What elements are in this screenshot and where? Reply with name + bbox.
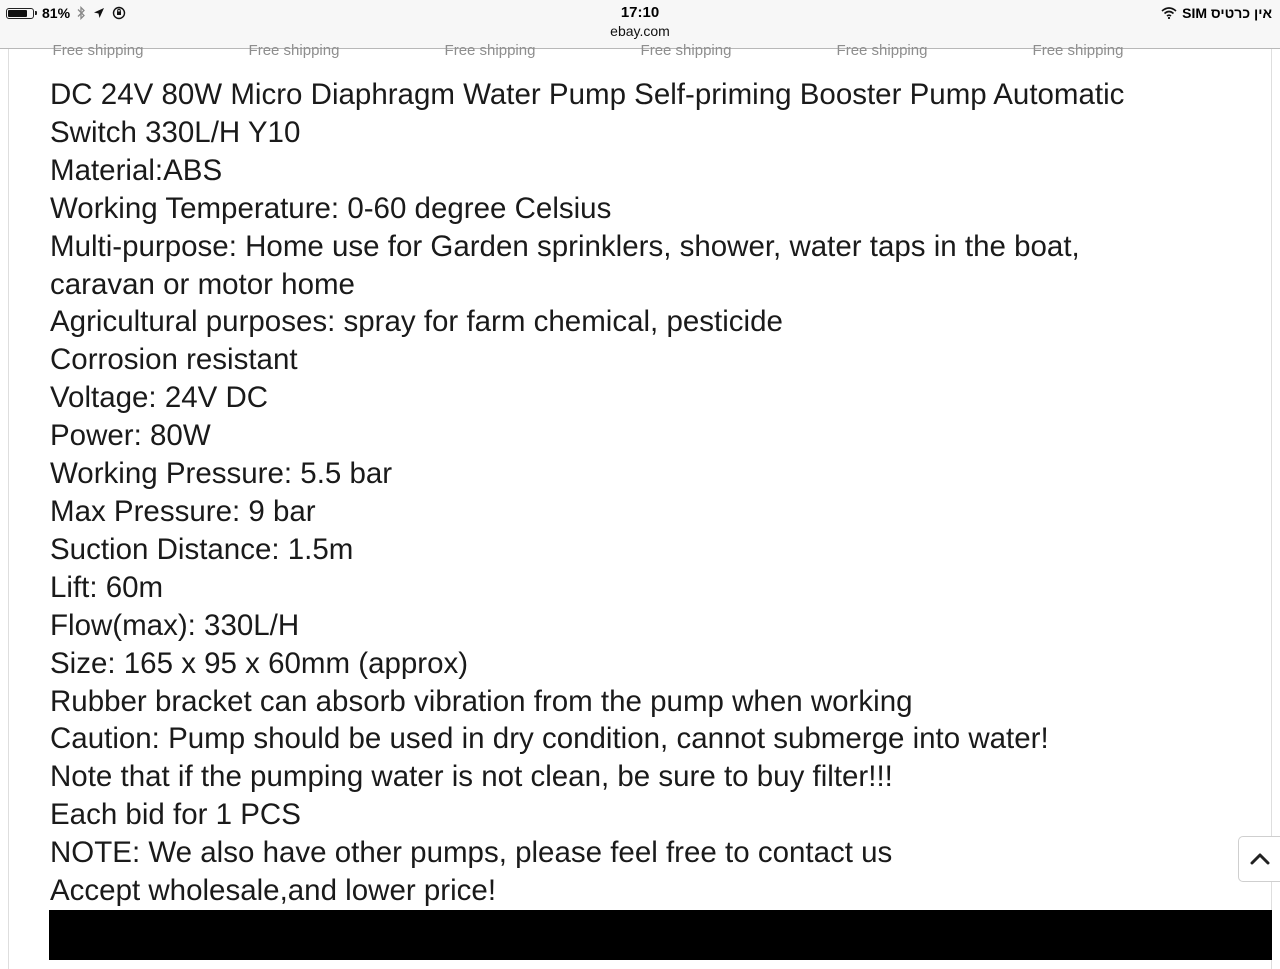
carrier-label: אין כרטיס SIM [1182,5,1272,21]
shipping-labels-row [0,42,1280,60]
description-title-line: Switch 330L/H Y10 [50,115,301,149]
wifi-icon [1161,7,1177,19]
description-line: Rubber bracket can absorb vibration from the pump when working [50,684,913,718]
description-line: Size: 165 x 95 x 60mm (approx) [50,646,469,680]
description-line: Lift: 60m [50,570,164,604]
scroll-to-top-button[interactable] [1238,836,1280,882]
status-right [1161,3,1272,23]
description-line: Working Pressure: 5.5 bar [50,457,393,491]
chevron-up-icon [1250,852,1270,866]
free-shipping-label: Free shipping [444,42,536,59]
description-line: Voltage: 24V DC [50,381,269,415]
item-description [50,76,1220,910]
description-line: Note that if the pumping water is not clean, be sure to buy filter!!! [50,760,893,794]
free-shipping-label: Free shipping [640,42,732,59]
address-bar-url[interactable]: ebay.com [610,23,670,39]
clock: 17:10 [620,4,660,21]
description-line: Material:ABS [50,153,223,187]
description-line: Agricultural purposes: spray for farm chemical, pesticide [50,305,783,339]
description-line: Power: 80W [50,419,211,453]
product-image [49,910,1272,960]
description-line: Suction Distance: 1.5m [50,532,354,566]
description-line: Flow(max): 330L/H [50,608,300,642]
status-center [0,4,1280,39]
free-shipping-label: Free shipping [248,42,340,59]
description-line: Max Pressure: 9 bar [50,494,316,528]
description-line: Caution: Pump should be used in dry condition, cannot submerge into water! [50,722,1049,756]
free-shipping-label: Free shipping [836,42,928,59]
description-line: Accept wholesale,and lower price! [50,874,497,908]
description-line: NOTE: We also have other pumps, please feel free to contact us [50,836,893,870]
description-line: Multi-purpose: Home use for Garden sprinklers, shower, water taps in the boat, [50,229,1080,263]
battery-percent: 81% [42,5,71,21]
description-line: Corrosion resistant [50,343,298,377]
description-line: Each bid for 1 PCS [50,798,301,832]
description-line: caravan or motor home [50,267,355,301]
free-shipping-label: Free shipping [52,42,144,59]
free-shipping-label: Free shipping [1032,42,1124,59]
description-title-line: DC 24V 80W Micro Diaphragm Water Pump Self-priming Booster Pump Automatic [50,78,1125,111]
description-line: Working Temperature: 0-60 degree Celsius [50,191,612,225]
